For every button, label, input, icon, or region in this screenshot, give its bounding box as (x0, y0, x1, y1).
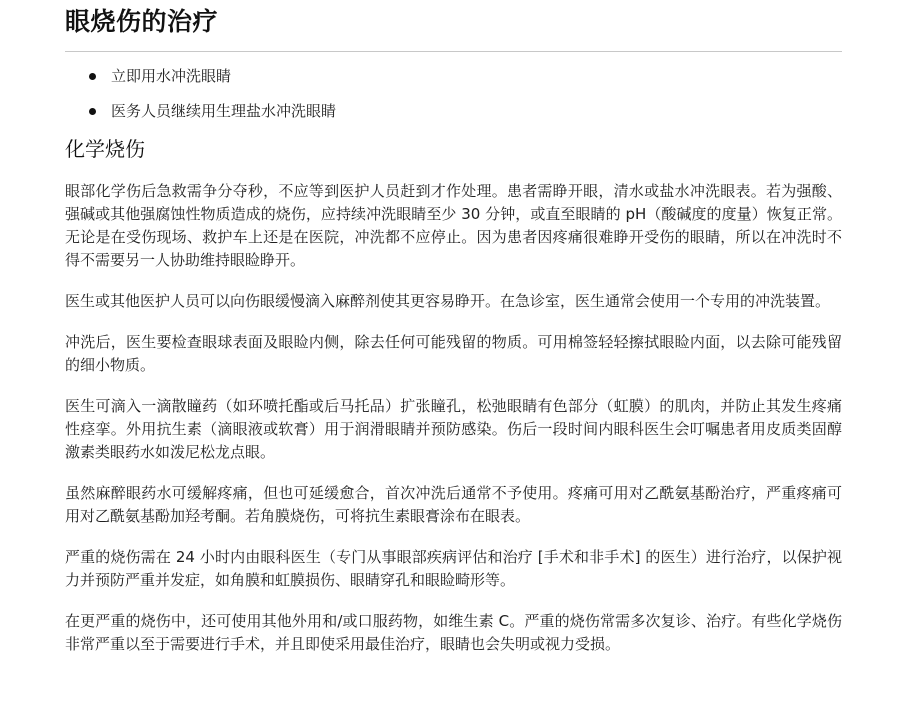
section-title: 化学烧伤 (65, 137, 145, 161)
paragraph: 眼部化学伤后急救需争分夺秒，不应等到医护人员赶到才作处理。患者需睁开眼，清水或盐水冲洗眼表。若为强酸、强碱或其他强腐蚀性物质造成的烧伤，应持续冲洗眼睛至少 30 分钟，或直至眼睛的 pH（酸碱度的度量）恢复正常。无论是在受伤现场、救护车上还是在医院，冲洗都不应停止。因为患者因疼痛很难睁开受伤的眼睛，所以在冲洗时不得不需要另一人协助维持眼睑睁开。 (65, 182, 842, 269)
paragraph: 医生或其他医护人员可以向伤眼缓慢滴入麻醉剂使其更容易睁开。在急诊室，医生通常会使用一个专用的冲洗装置。 (65, 292, 831, 310)
paragraph: 医生可滴入一滴散瞳药（如环喷托酯或后马托品）扩张瞳孔，松弛眼睛有色部分（虹膜）的肌肉，并防止其发生疼痛性痉挛。外用抗生素（滴眼液或软膏）用于润滑眼睛并预防感染。伤后一段时间内眼科医生会叮嘱患者用皮质类固醇激素类眼药水如泼尼松龙点眼。 (65, 397, 842, 461)
list-item-text: 医务人员继续用生理盐水冲洗眼睛 (111, 102, 337, 120)
list-item (65, 100, 842, 123)
paragraph: 虽然麻醉眼药水可缓解疼痛，但也可延缓愈合，首次冲洗后通常不予使用。疼痛可用对乙酰氨基酚治疗，严重疼痛可用对乙酰氨基酚加羟考酮。若角膜烧伤，可将抗生素眼膏涂布在眼表。 (65, 484, 842, 525)
paragraph: 严重的烧伤需在 24 小时内由眼科医生（专门从事眼部疾病评估和治疗 [手术和非手术] 的医生）进行治疗，以保护视力并预防严重并发症，如角膜和虹膜损伤、眼睛穿孔和眼睑畸形等。 (65, 548, 842, 589)
paragraph: 冲洗后，医生要检查眼球表面及眼睑内侧，除去任何可能残留的物质。可用棉签轻轻擦拭眼睑内面，以去除可能残留的细小物质。 (65, 333, 842, 374)
title-divider (65, 51, 842, 52)
list-item-text: 立即用水冲洗眼睛 (111, 67, 232, 85)
bullet-dot-icon (89, 108, 96, 115)
page-title: 眼烧伤的治疗 (65, 7, 219, 36)
bullet-dot-icon (89, 73, 96, 80)
first-aid-list (65, 65, 842, 123)
paragraph: 在更严重的烧伤中，还可使用其他外用和/或口服药物，如维生素 C。严重的烧伤常需多次复诊、治疗。有些化学烧伤非常严重以至于需要进行手术，并且即使采用最佳治疗，眼睛也会失明或视力受损。 (65, 612, 842, 653)
list-item (65, 65, 842, 88)
